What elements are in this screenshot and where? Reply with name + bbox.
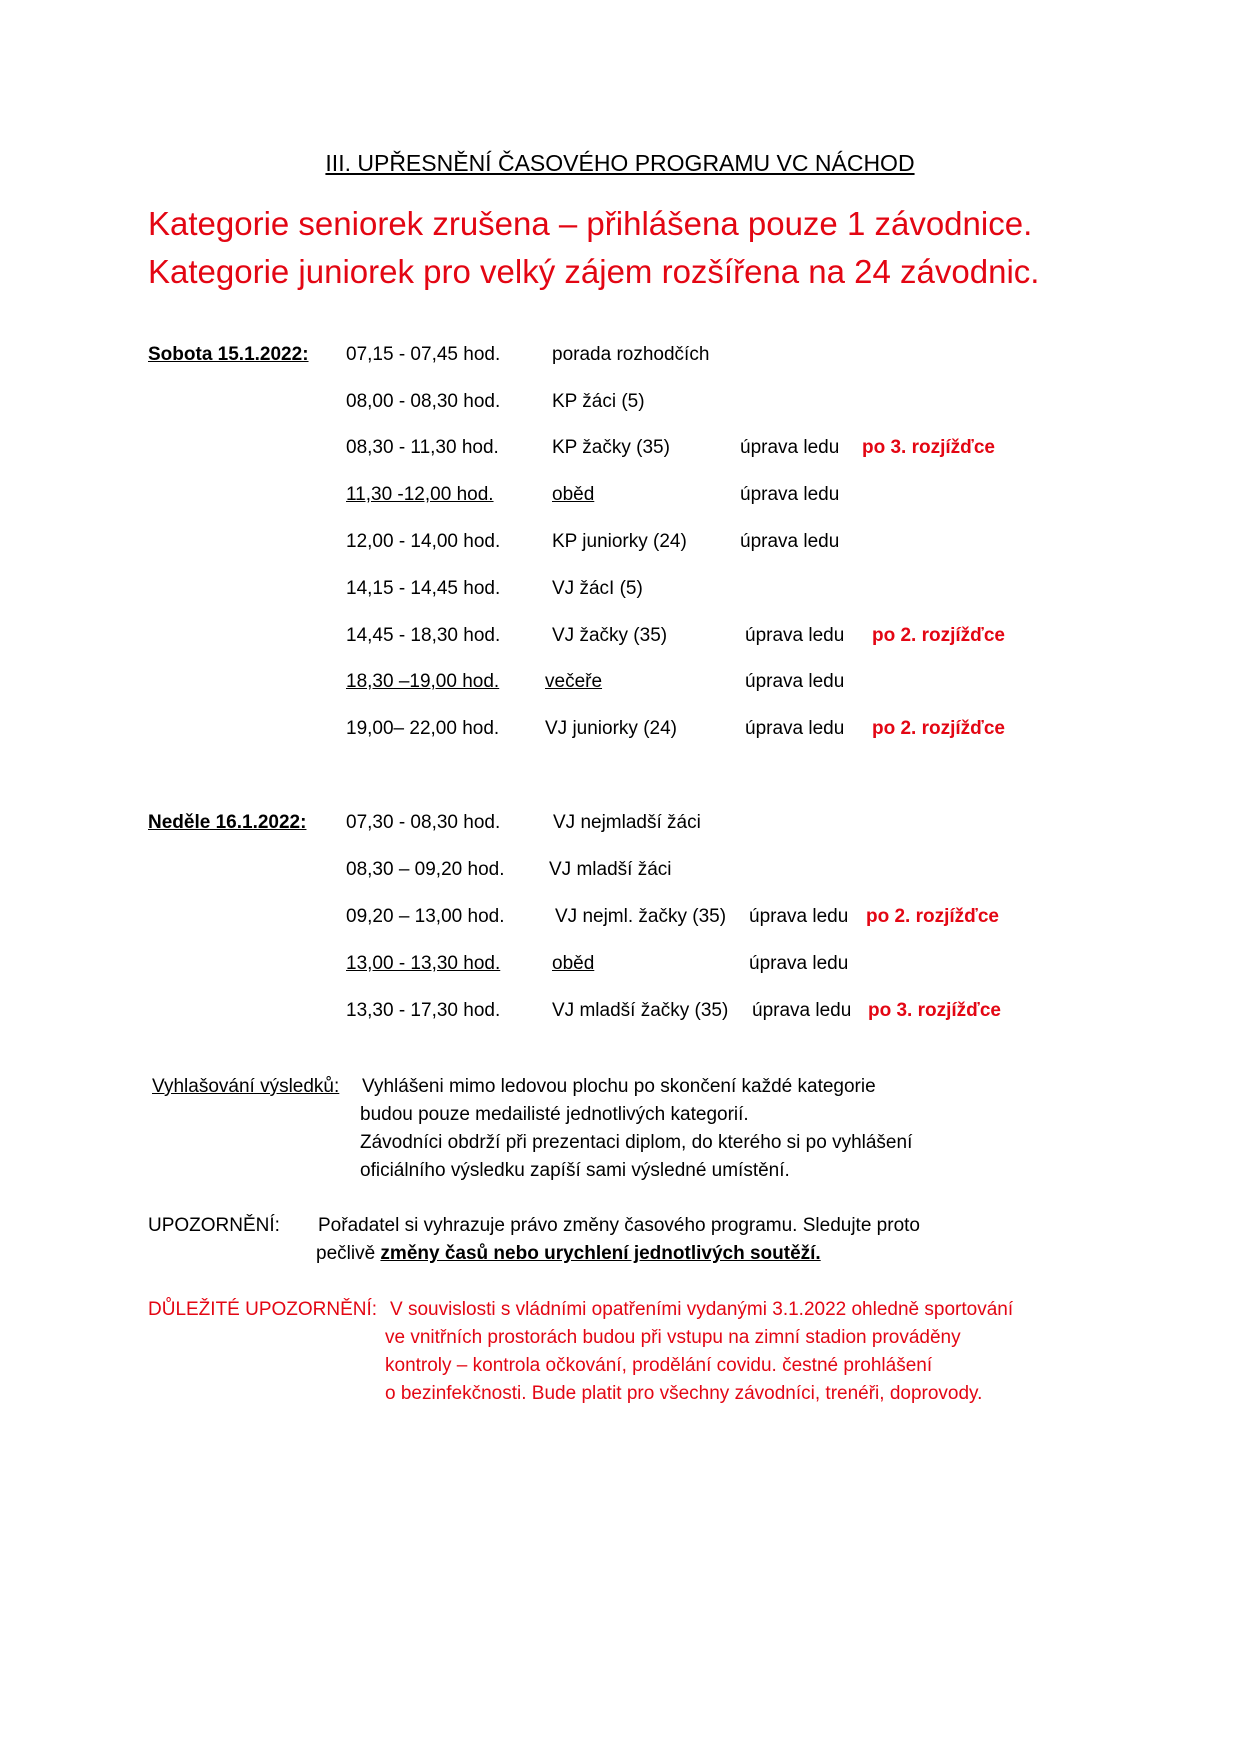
row-activity: VJ mladší žačky (35) [552, 1000, 729, 1021]
row-time: 13,30 - 17,30 hod. [346, 1000, 501, 1021]
row-after-heat: po 2. rozjížďce [872, 718, 1005, 739]
day-label-saturday: Sobota 15.1.2022: [148, 344, 309, 365]
row-time: 11,30 -12,00 hod. [346, 484, 494, 505]
important-line: kontroly – kontrola očkování, prodělání covidu. čestné prohlášení [385, 1355, 933, 1376]
row-time: 08,00 - 08,30 hod. [346, 391, 501, 412]
row-ice-maintenance: úprava ledu [745, 671, 845, 692]
row-time: 14,15 - 14,45 hod. [346, 578, 501, 599]
row-activity: KP žáci (5) [552, 391, 645, 412]
row-activity: KP žačky (35) [552, 437, 670, 458]
notice-prefix: pečlivě [316, 1243, 381, 1264]
row-activity: oběd [552, 484, 595, 505]
row-ice-maintenance: úprava ledu [749, 953, 849, 974]
row-after-heat: po 2. rozjížďce [866, 906, 999, 927]
results-line: Závodníci obdrží při prezentaci diplom, do kterého si po vyhlášení [360, 1132, 913, 1153]
row-activity: VJ žácI (5) [552, 578, 643, 599]
page-title: III. UPŘESNĚNÍ ČASOVÉHO PROGRAMU VC NÁCHOD [325, 150, 915, 176]
row-time: 08,30 - 11,30 hod. [346, 437, 499, 458]
row-time: 12,00 - 14,00 hod. [346, 531, 501, 552]
row-time: 07,30 - 08,30 hod. [346, 812, 501, 833]
headline-juniors: Kategorie juniorek pro velký zájem rozšířena na 24 závodnic. [148, 253, 1040, 290]
row-ice-maintenance: úprava ledu [740, 531, 840, 552]
row-ice-maintenance: úprava ledu [745, 718, 845, 739]
row-time: 13,00 - 13,30 hod. [346, 953, 501, 974]
notice-label: UPOZORNĚNÍ: [148, 1215, 280, 1236]
row-ice-maintenance: úprava ledu [740, 484, 840, 505]
row-ice-maintenance: úprava ledu [752, 1000, 852, 1021]
row-after-heat: po 3. rozjížďce [862, 437, 995, 458]
row-time: 19,00– 22,00 hod. [346, 718, 500, 739]
results-line: oficiálního výsledku zapíší sami výsledné umístění. [360, 1160, 790, 1181]
results-label: Vyhlašování výsledků: [152, 1076, 340, 1097]
row-time: 14,45 - 18,30 hod. [346, 625, 501, 646]
row-activity: VJ mladší žáci [549, 859, 672, 880]
row-activity: VJ nejmladší žáci [553, 812, 701, 833]
row-ice-maintenance: úprava ledu [749, 906, 849, 927]
row-activity: KP juniorky (24) [552, 531, 687, 552]
row-time: 18,30 –19,00 hod. [346, 671, 500, 692]
row-after-heat: po 2. rozjížďce [872, 625, 1005, 646]
row-activity: VJ juniorky (24) [545, 718, 677, 739]
day-label-sunday: Neděle 16.1.2022: [148, 812, 307, 833]
headline-seniors: Kategorie seniorek zrušena – přihlášena pouze 1 závodnice. [148, 205, 1033, 242]
results-line: budou pouze medailisté jednotlivých kategorií. [360, 1104, 749, 1125]
row-ice-maintenance: úprava ledu [745, 625, 845, 646]
important-line: V souvislosti s vládními opatřeními vydanými 3.1.2022 ohledně sportování [390, 1299, 1014, 1320]
notice-emphasis: změny časů nebo urychlení jednotlivých soutěží. [380, 1243, 821, 1264]
important-label: DŮLEŽITÉ UPOZORNĚNÍ: [148, 1299, 378, 1320]
row-time: 09,20 – 13,00 hod. [346, 906, 505, 927]
important-line: o bezinfekčnosti. Bude platit pro všechny závodníci, trenéři, doprovody. [385, 1383, 983, 1404]
row-activity: oběd [552, 953, 595, 974]
notice-line: Pořadatel si vyhrazuje právo změny časového programu. Sledujte proto [318, 1215, 920, 1236]
row-time: 08,30 – 09,20 hod. [346, 859, 505, 880]
results-line: Vyhlášeni mimo ledovou plochu po skončení každé kategorie [362, 1076, 876, 1097]
row-time: 07,15 - 07,45 hod. [346, 344, 501, 365]
row-after-heat: po 3. rozjížďce [868, 1000, 1001, 1021]
row-ice-maintenance: úprava ledu [740, 437, 840, 458]
row-activity: večeře [545, 671, 603, 692]
row-activity: porada rozhodčích [552, 344, 710, 365]
important-line: ve vnitřních prostorách budou při vstupu na zimní stadion prováděny [385, 1327, 961, 1348]
row-activity: VJ žačky (35) [552, 625, 668, 646]
notice-line [316, 1240, 821, 1268]
row-activity: VJ nejml. žačky (35) [555, 906, 727, 927]
